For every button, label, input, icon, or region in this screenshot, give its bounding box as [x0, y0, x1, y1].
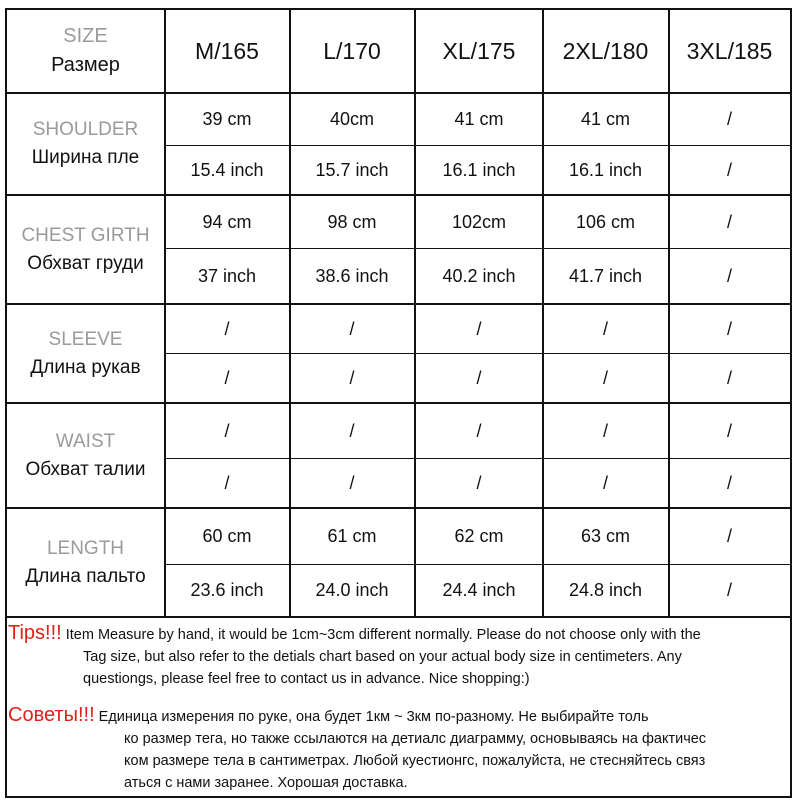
row-divider — [5, 616, 792, 618]
cell-shoulder-inch-2xl: 16.1 inch — [568, 159, 643, 180]
cell-length-inch-2xl: 24.8 inch — [568, 580, 643, 600]
column-header-l: L/170 — [323, 37, 381, 64]
cell-chest-cm-l: 98 cm — [327, 211, 377, 232]
cell-length-cm-3xl: / — [726, 526, 732, 546]
cell-chest-inch-m: 37 inch — [197, 265, 257, 286]
cell-waist-inch-3xl: / — [726, 472, 732, 493]
cell-shoulder-inch-l: 15.7 inch — [315, 159, 389, 180]
cell-length-cm-l: 61 cm — [327, 526, 377, 546]
tips-label: Tips!!! — [8, 622, 62, 644]
cell-shoulder-cm-l: 40cm — [329, 109, 374, 129]
column-header-3xl: 3XL/185 — [686, 37, 773, 64]
label-en: SLEEVE — [48, 328, 123, 350]
cell-sleeve-cm-xl: / — [476, 318, 482, 339]
header-size-label — [7, 10, 164, 92]
cell-chest-inch-3xl: / — [726, 265, 732, 286]
ru-line-1: Единица измерения по руке, она будет 1км ~ 3км по-разному. Не выбирайте толь — [98, 709, 649, 725]
cell-chest-cm-2xl: 106 cm — [575, 211, 636, 232]
tips-russian — [8, 704, 790, 794]
cell-length-cm-xl: 62 cm — [454, 526, 504, 546]
cell-shoulder-cm-m: 39 cm — [202, 109, 252, 129]
label-en: LENGTH — [46, 537, 125, 559]
row-label-sleeve — [7, 305, 164, 402]
cell-chest-cm-xl: 102cm — [451, 211, 507, 232]
cell-length-inch-xl: 24.4 inch — [442, 580, 516, 600]
cell-waist-inch-xl: / — [476, 472, 482, 493]
cell-shoulder-cm-3xl: / — [726, 109, 732, 129]
ru-line-3: ком размере тела в сантиметрах. Любой куестионгс, пожалуйста, не стесняйтесь связ — [124, 753, 706, 769]
label-ru: Длина пальто — [25, 565, 146, 587]
cell-sleeve-inch-3xl: / — [726, 367, 732, 388]
cell-length-inch-l: 24.0 inch — [315, 580, 389, 600]
tips-line-3: questiongs, please feel free to contact us in advance. Nice shopping:) — [83, 671, 530, 687]
tips-english — [8, 622, 790, 690]
label-ru: Обхват груди — [27, 252, 144, 274]
label-ru: Обхват талии — [25, 458, 146, 480]
cell-chest-inch-xl: 40.2 inch — [442, 265, 516, 286]
cell-waist-cm-2xl: / — [602, 420, 608, 441]
cell-sleeve-cm-m: / — [224, 318, 230, 339]
cell-waist-cm-m: / — [224, 420, 230, 441]
cell-waist-inch-m: / — [224, 472, 230, 493]
ru-line — [8, 704, 790, 728]
row-label-shoulder — [7, 94, 164, 194]
ru-line-4: аться с нами заранее. Хорошая доставка. — [124, 775, 408, 791]
cell-shoulder-cm-2xl: 41 cm — [580, 109, 631, 129]
row-label-waist — [7, 404, 164, 507]
cell-waist-cm-3xl: / — [726, 420, 732, 441]
cell-sleeve-inch-m: / — [224, 367, 230, 388]
cell-shoulder-inch-3xl: / — [726, 159, 732, 180]
label-en: SHOULDER — [32, 119, 139, 140]
cell-waist-cm-xl: / — [476, 420, 482, 441]
cell-sleeve-cm-l: / — [349, 318, 355, 339]
cell-chest-cm-3xl: / — [726, 211, 732, 232]
cell-chest-inch-l: 38.6 inch — [315, 265, 389, 286]
cell-length-cm-m: 60 cm — [202, 526, 252, 546]
cell-sleeve-cm-3xl: / — [726, 318, 732, 339]
label-en: CHEST GIRTH — [21, 224, 150, 246]
cell-length-inch-3xl: / — [726, 580, 732, 600]
cell-sleeve-inch-xl: / — [476, 367, 482, 388]
label-en: WAIST — [55, 430, 116, 452]
cell-length-cm-2xl: 63 cm — [580, 526, 631, 546]
row-label-chest-girth — [7, 196, 164, 303]
tips-line-2: Tag size, but also refer to the detials chart based on your actual body size in centimeters. Any — [83, 649, 682, 665]
label-ru: Длина рукав — [30, 356, 141, 378]
cell-shoulder-inch-xl: 16.1 inch — [442, 159, 516, 180]
cell-sleeve-inch-l: / — [349, 367, 355, 388]
cell-shoulder-inch-m: 15.4 inch — [190, 159, 264, 180]
column-header-m: M/165 — [195, 37, 259, 64]
column-header-2xl: 2XL/180 — [562, 37, 649, 64]
cell-chest-cm-m: 94 cm — [202, 211, 252, 232]
cell-length-inch-m: 23.6 inch — [190, 580, 264, 600]
size-en: SIZE — [63, 25, 108, 47]
tips-line-1: Item Measure by hand, it would be 1cm~3cm different normally. Please do not choose only with the — [65, 627, 701, 643]
label-ru: Ширина пле — [31, 147, 140, 168]
cell-sleeve-inch-2xl: / — [602, 367, 608, 388]
ru-line-2: ко размер тега, но также ссылаются на детиалс диаграмму, основываясь на фактичес — [124, 731, 707, 747]
ru-tips-label: Советы!!! — [8, 704, 95, 726]
cell-waist-inch-2xl: / — [602, 472, 608, 493]
tips-line — [8, 622, 790, 646]
cell-shoulder-cm-xl: 41 cm — [454, 109, 504, 129]
cell-chest-inch-2xl: 41.7 inch — [568, 265, 643, 286]
cell-waist-cm-l: / — [349, 420, 355, 441]
cell-waist-inch-l: / — [349, 472, 355, 493]
cell-sleeve-cm-2xl: / — [602, 318, 608, 339]
size-ru: Размер — [51, 54, 120, 76]
column-header-xl: XL/175 — [442, 37, 516, 64]
row-label-length — [7, 509, 164, 616]
